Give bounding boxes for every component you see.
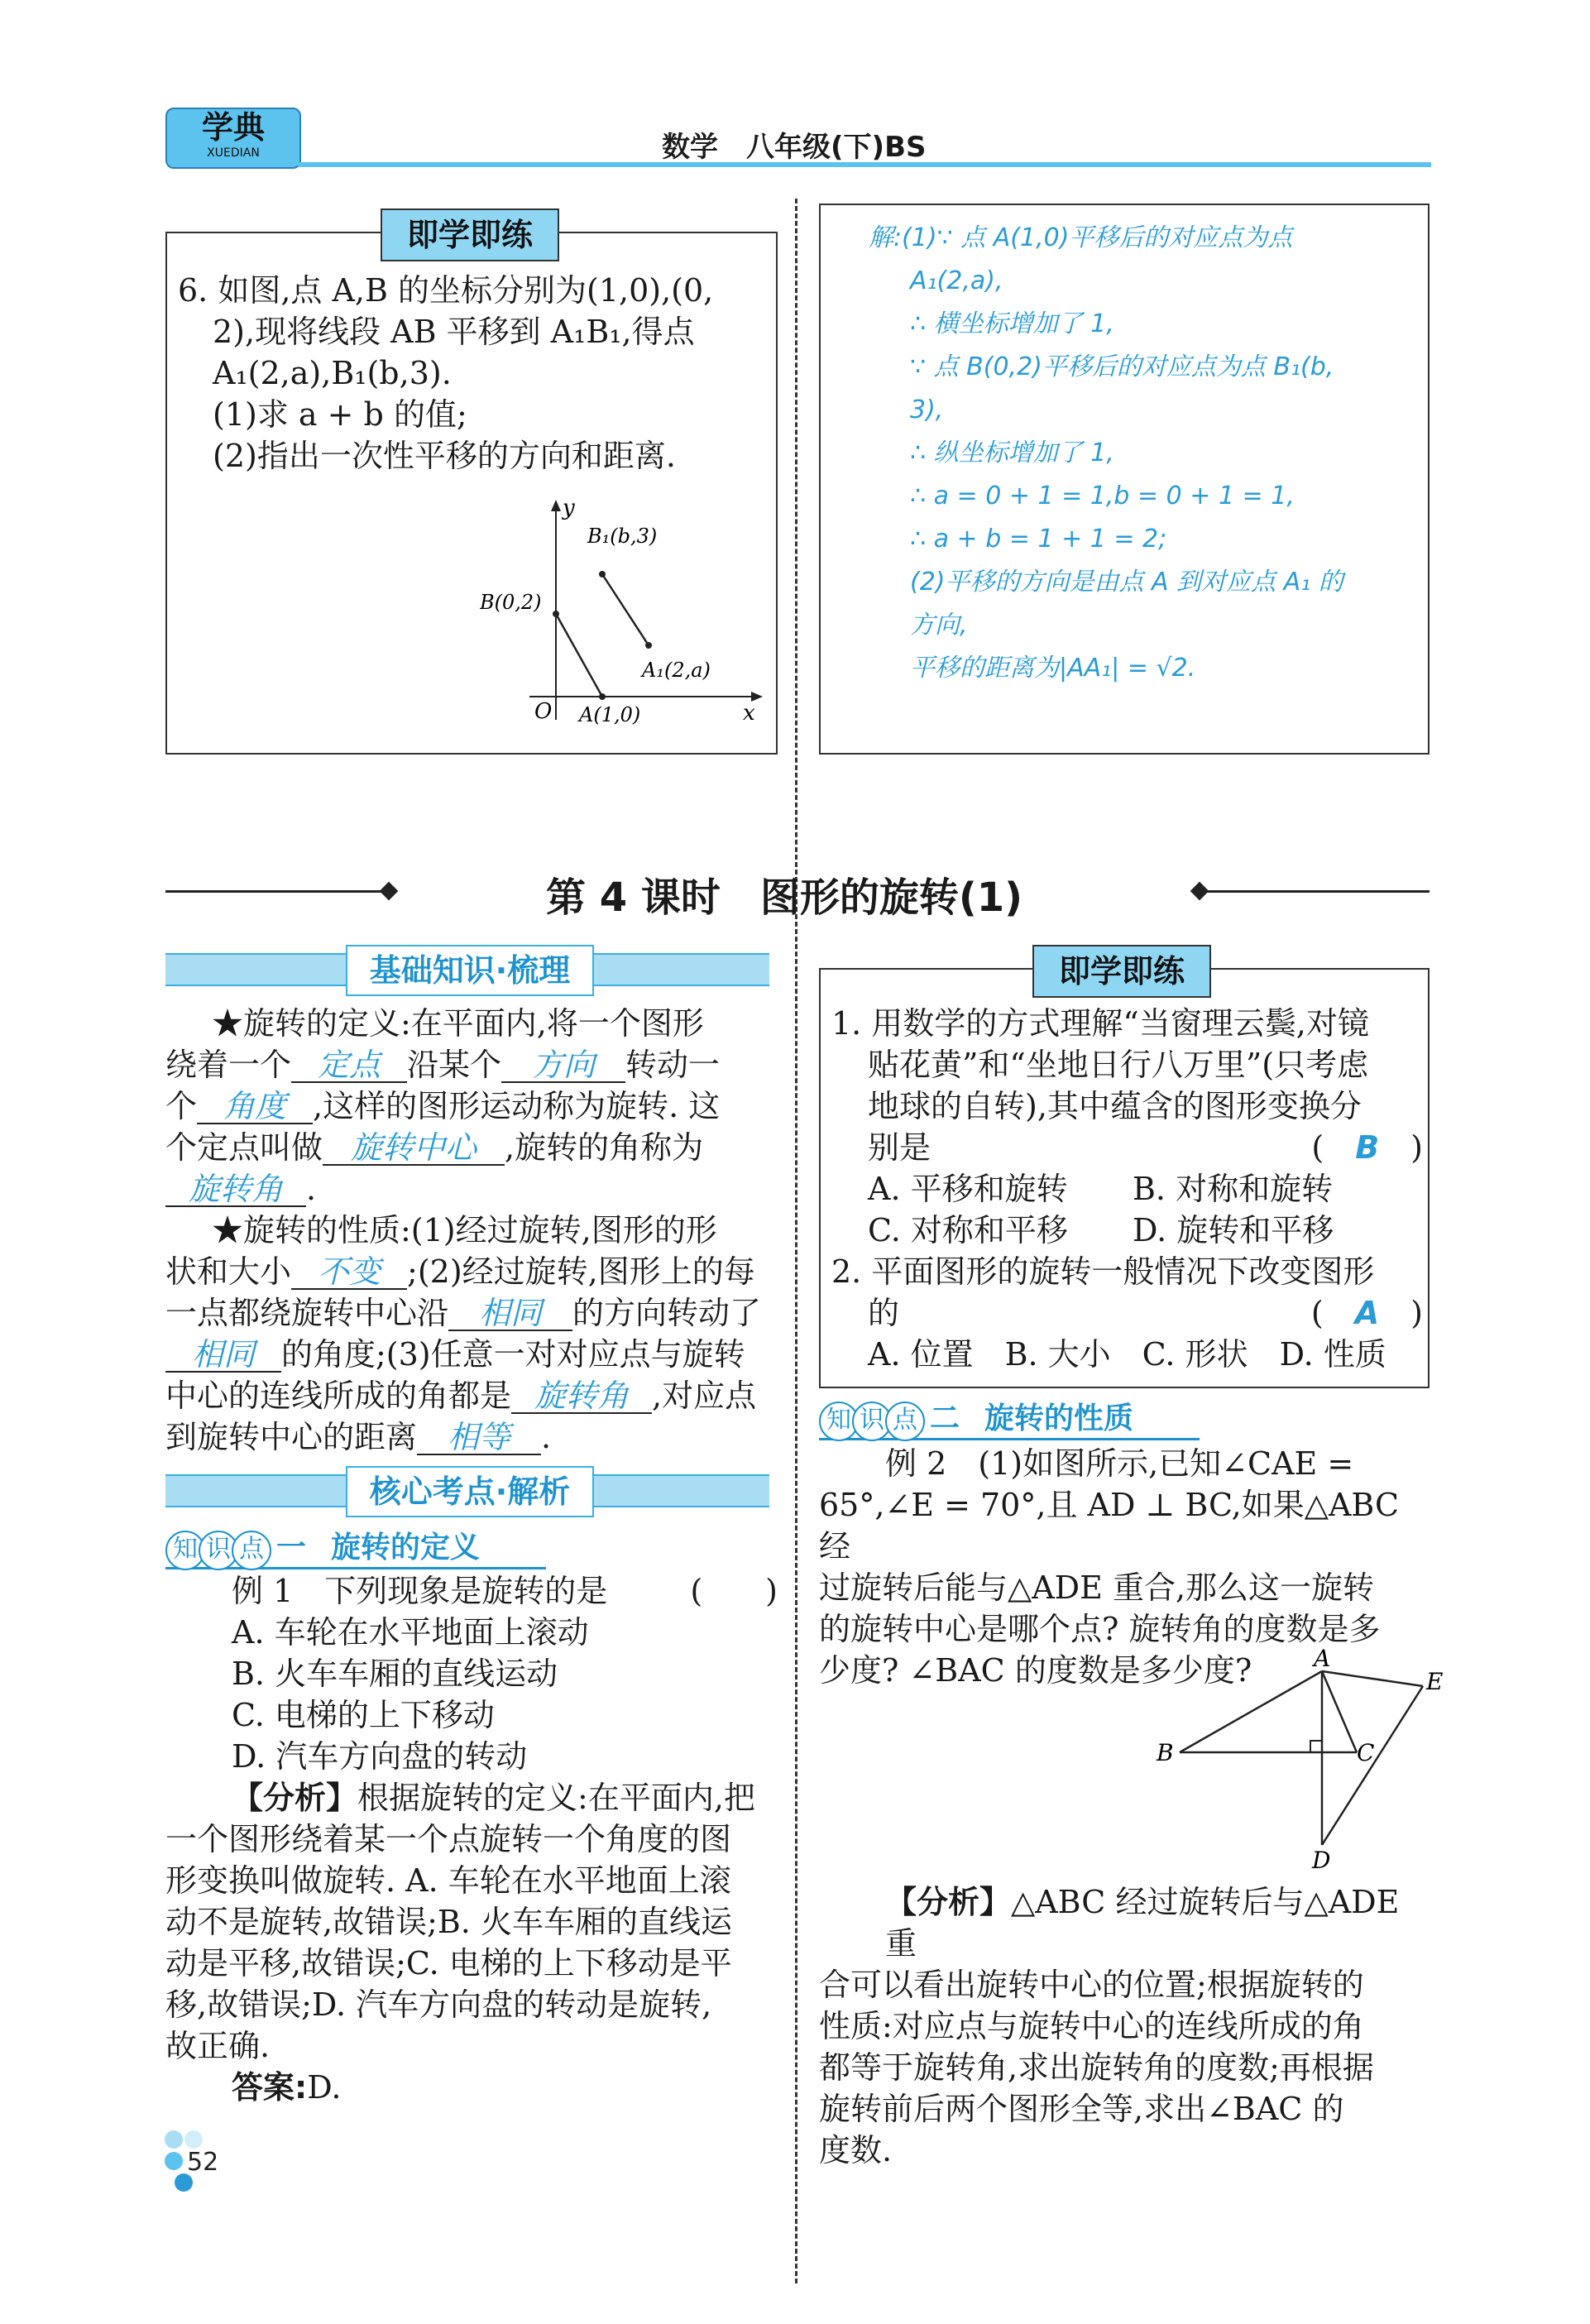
q1-line: 贴花黄”和“坐地日行八万里”(只考虑 [868, 1047, 1369, 1083]
knowledge-point-1 [165, 1524, 546, 1569]
edge-ae [1322, 1671, 1423, 1686]
y-label: y [563, 496, 575, 520]
triangle-figure [1150, 1646, 1448, 1870]
prop-text: 中心的连线所成的角都是 [165, 1378, 512, 1414]
a-label: A(1,0) [579, 703, 641, 726]
ex1-analysis-line: 移,故错误;D. 汽车方向盘的转动是旋转, [165, 1986, 712, 2023]
def-text: 沿某个 [407, 1047, 502, 1083]
basics-content [165, 1003, 778, 1458]
def-blank-fixed-point: 定点 [291, 1048, 407, 1083]
kp-number: 二 [930, 1402, 960, 1435]
prop-text: 的方向转动了 [572, 1295, 762, 1331]
q6-line: 6. 如图,点 A,B 的坐标分别为(1,0),(0, [178, 272, 714, 309]
label-a: A [1314, 1646, 1331, 1672]
practice-tag-right: 即学即练 [1032, 945, 1211, 998]
ex1-title-row [165, 1570, 778, 1612]
solution-line: ∴ 纵坐标增加了 1, [910, 438, 1114, 467]
a1-label: A₁(2,a) [642, 659, 711, 682]
label-b: B [1157, 1739, 1174, 1766]
solution-line: 3), [910, 395, 944, 424]
origin-label: O [534, 699, 553, 724]
b-label: B(0,2) [480, 591, 542, 614]
kp-circle: 知 [165, 1531, 205, 1570]
analysis2-line: 都等于旋转角,求出旋转角的度数;再根据 [819, 2049, 1374, 2086]
coordinate-graph [480, 496, 769, 745]
q1-answer: B [1355, 1129, 1380, 1166]
right-angle-mark [1310, 1741, 1322, 1752]
ex2-line: 例 2 (1)如图所示,已知∠CAE = [885, 1445, 1354, 1482]
example-1 [165, 1570, 778, 2108]
ex1-analysis-line: 一个图形绕着某一个点旋转一个角度的图 [165, 1821, 732, 1857]
solution-text [869, 217, 1431, 690]
prop-blank-rotation-angle: 旋转角 [511, 1379, 652, 1414]
q1-options-row [831, 1168, 1423, 1210]
kp-circle: 点 [885, 1402, 925, 1441]
q2-answer-paren: ( A ) [1310, 1295, 1423, 1331]
edge-ac [1322, 1671, 1357, 1752]
solution-line: A₁(2,a), [910, 266, 1003, 295]
page-number: 52 [187, 2148, 219, 2177]
ex2-line: 过旋转后能与△ADE 重合,那么这一旋转 [819, 1569, 1375, 1606]
core-band-title: 核心考点·解析 [346, 1466, 594, 1517]
q6-line: (2)指出一次性平移的方向和距离. [213, 438, 676, 474]
def-text: . [306, 1171, 317, 1207]
kp-number: 一 [276, 1531, 307, 1565]
q6-line: (1)求 a + b 的值; [213, 396, 467, 433]
q2-line: 的 [868, 1295, 900, 1331]
def-text: ,这样的图形运动称为旋转. 这 [313, 1088, 721, 1124]
analysis-2 [819, 1881, 1431, 2171]
ex1-answer-label: 答案: [232, 2069, 308, 2106]
ex1-analysis [165, 1777, 778, 1818]
def-line-3 [165, 1085, 778, 1127]
lesson-title: 第 4 课时 图形的旋转(1) [546, 874, 1023, 921]
practice-tag-top: 即学即练 [381, 208, 559, 261]
q6-line: A₁(2,a),B₁(b,3). [213, 355, 452, 391]
point-a [599, 693, 606, 700]
solution-line: (2)平移的方向是由点 A 到对应点 A₁ 的 [910, 568, 1343, 597]
column-divider [795, 199, 797, 2283]
point-a1 [645, 642, 652, 649]
question-6 [178, 270, 773, 477]
prop-line-4 [165, 1334, 778, 1375]
prop-line-2 [165, 1251, 778, 1292]
ex2-line: 的旋转中心是哪个点? 旋转角的度数是多 [819, 1611, 1381, 1647]
q2-last-row [831, 1292, 1423, 1334]
q2-answer: A [1354, 1295, 1380, 1331]
def-text: ,旋转的角称为 [505, 1129, 704, 1166]
ex1-title: 例 1 下列现象是旋转的是 [232, 1573, 608, 1609]
ex1-option: A. 车轮在水平地面上滚动 [232, 1614, 589, 1651]
prop-blank-same-direction: 相同 [448, 1296, 572, 1331]
q2-options: A. 位置 B. 大小 C. 形状 D. 性质 [868, 1336, 1386, 1373]
label-d: D [1312, 1847, 1331, 1870]
ex1-analysis-line: 形变换叫做旋转. A. 车轮在水平地面上滚 [165, 1862, 731, 1899]
knowledge-point-2 [819, 1395, 1200, 1440]
def-line-5 [165, 1168, 778, 1210]
prop-text: . [541, 1419, 552, 1455]
solution-line: ∴ a = 0 + 1 = 1,b = 0 + 1 = 1, [910, 482, 1295, 510]
solution-line: ∴ 横坐标增加了 1, [910, 309, 1114, 338]
q1-answer-paren: ( B ) [1311, 1129, 1423, 1166]
def-text: 个定点叫做 [165, 1129, 323, 1166]
solution-line: ∴ a + b = 1 + 1 = 2; [910, 525, 1167, 553]
y-arrow [551, 500, 561, 511]
def-blank-rotation-angle: 旋转角 [165, 1172, 306, 1207]
prop-blank-equal: 相等 [417, 1421, 541, 1455]
ex1-option: D. 汽车方向盘的转动 [232, 1738, 528, 1775]
def-blank-angle: 角度 [197, 1090, 313, 1124]
label-c: C [1357, 1739, 1375, 1766]
ex1-analysis-line: 动是平移,故错误;C. 电梯的上下移动是平 [165, 1945, 732, 1981]
q1-last-row [831, 1127, 1423, 1168]
kp-circle: 识 [199, 1531, 238, 1570]
kp-circle: 识 [852, 1402, 892, 1441]
analysis2-line: 合可以看出旋转中心的位置;根据旋转的 [819, 1967, 1364, 2003]
def-text: 绕着一个 [165, 1047, 292, 1083]
b1-label: B₁(b,3) [587, 525, 658, 548]
ex1-answer [165, 2067, 778, 2108]
hex-dot [184, 2130, 203, 2149]
q1-option: D. 旋转和平移 [1133, 1212, 1334, 1248]
prop-line-5 [165, 1375, 778, 1416]
edge-ab [1180, 1671, 1322, 1752]
prop-text: 状和大小 [165, 1253, 292, 1290]
analysis2-label: 【分析】 [885, 1884, 1012, 1920]
ex1-analysis-line: 故正确. [165, 2028, 271, 2064]
header-subject: 数学 八年级(下)BS [662, 131, 927, 164]
segment-a1b1 [602, 574, 649, 645]
q6-line: 2),现将线段 AB 平移到 A₁B₁,得点 [213, 314, 695, 350]
ex1-analysis-line: 动不是旋转,故错误;B. 火车车厢的直线运 [165, 1904, 732, 1940]
prop-text: 到旋转中心的距离 [165, 1419, 418, 1455]
prop-text: ★旋转的性质:(1)经过旋转,图形的形 [212, 1212, 717, 1248]
prop-line-6 [165, 1416, 778, 1458]
q1-line: 1. 用数学的方式理解“当窗理云鬓,对镜 [831, 1005, 1369, 1042]
kp-circle: 点 [232, 1531, 271, 1570]
def-text: 个 [165, 1088, 198, 1124]
q1-option: B. 对称和旋转 [1133, 1171, 1334, 1207]
analysis2-line: △ABC 经过旋转后与△ADE 重 [885, 1884, 1400, 1962]
hex-dot [165, 2130, 183, 2149]
kp-title: 旋转的性质 [984, 1402, 1134, 1435]
solution-line: ∵ 点 B(0,2)平移后的对应点为点 B₁(b, [910, 352, 1334, 381]
title-diamond-left [380, 882, 399, 901]
label-e: E [1426, 1668, 1444, 1695]
ex1-analysis-line: 根据旋转的定义:在平面内,把 [357, 1780, 755, 1816]
prop-text: 的角度;(3)任意一对对应点与旋转 [281, 1336, 745, 1373]
q1-options-row [831, 1210, 1423, 1251]
prop-blank-unchanged: 不变 [291, 1255, 407, 1290]
q2-line: 2. 平面图形的旋转一般情况下改变图形 [831, 1253, 1375, 1290]
q1-option: C. 对称和平移 [868, 1212, 1068, 1248]
def-text: ★旋转的定义:在平面内,将一个图形 [212, 1005, 704, 1042]
title-rule-right [1200, 890, 1430, 893]
point-b1 [599, 571, 606, 577]
ex1-option: C. 电梯的上下移动 [232, 1697, 495, 1733]
title-diamond-right [1190, 882, 1209, 901]
analysis2-line: 度数. [819, 2132, 893, 2168]
point-b [553, 611, 559, 617]
prop-text: ;(2)经过旋转,图形上的每 [407, 1253, 755, 1290]
def-blank-direction: 方向 [501, 1048, 625, 1083]
logo-sub: XUEDIAN [207, 146, 260, 160]
logo-text: 学典 [201, 108, 265, 146]
ex1-answer-value: D. [307, 2069, 342, 2106]
ex1-option: B. 火车车厢的直线运动 [232, 1656, 558, 1692]
ex2-line: 少度? ∠BAC 的度数是多少度? [819, 1652, 1252, 1689]
analysis2-line: 性质:对应点与旋转中心的连线所成的角 [819, 2008, 1364, 2044]
segment-ab [556, 614, 602, 697]
kp-title: 旋转的定义 [331, 1531, 481, 1565]
def-blank-center: 旋转中心 [323, 1131, 505, 1166]
def-text: 转动一 [625, 1047, 721, 1083]
def-line-2 [165, 1044, 778, 1085]
solution-line: 平移的距离为|AA₁| = √2. [910, 654, 1196, 683]
practice-questions [831, 1003, 1423, 1375]
prop-line-1 [165, 1210, 778, 1251]
ex1-analysis-label: 【分析】 [232, 1780, 358, 1816]
q1-line: 地球的自转),其中蕴含的图形变换分 [868, 1088, 1362, 1124]
analysis2-line: 旋转前后两个图形全等,求出∠BAC 的 [819, 2091, 1344, 2127]
prop-text: ,对应点 [652, 1378, 757, 1414]
q1-option: A. 平移和旋转 [868, 1171, 1068, 1207]
q1-line: 别是 [868, 1129, 931, 1166]
prop-text: 一点都绕旋转中心沿 [165, 1295, 449, 1331]
header-logo [165, 108, 301, 169]
ex2-line: 65°,∠E = 70°,且 AD ⊥ BC,如果△ABC 经 [819, 1487, 1400, 1565]
title-rule-left [165, 890, 389, 893]
hex-dot [165, 2152, 183, 2170]
solution-line: 方向, [910, 611, 968, 640]
ex1-paren: ( ) [690, 1573, 778, 1609]
prop-line-3 [165, 1292, 778, 1334]
analysis2-first [819, 1881, 1431, 1964]
solution-line: 解:(1)∵ 点 A(1,0)平移后的对应点为点 [869, 223, 1293, 252]
def-line-1 [165, 1003, 778, 1044]
kp-circle: 知 [819, 1402, 859, 1441]
basics-band-title: 基础知识·梳理 [346, 945, 594, 996]
def-line-4 [165, 1127, 778, 1168]
x-label: x [743, 701, 755, 726]
prop-blank-same-angle: 相同 [165, 1338, 281, 1373]
